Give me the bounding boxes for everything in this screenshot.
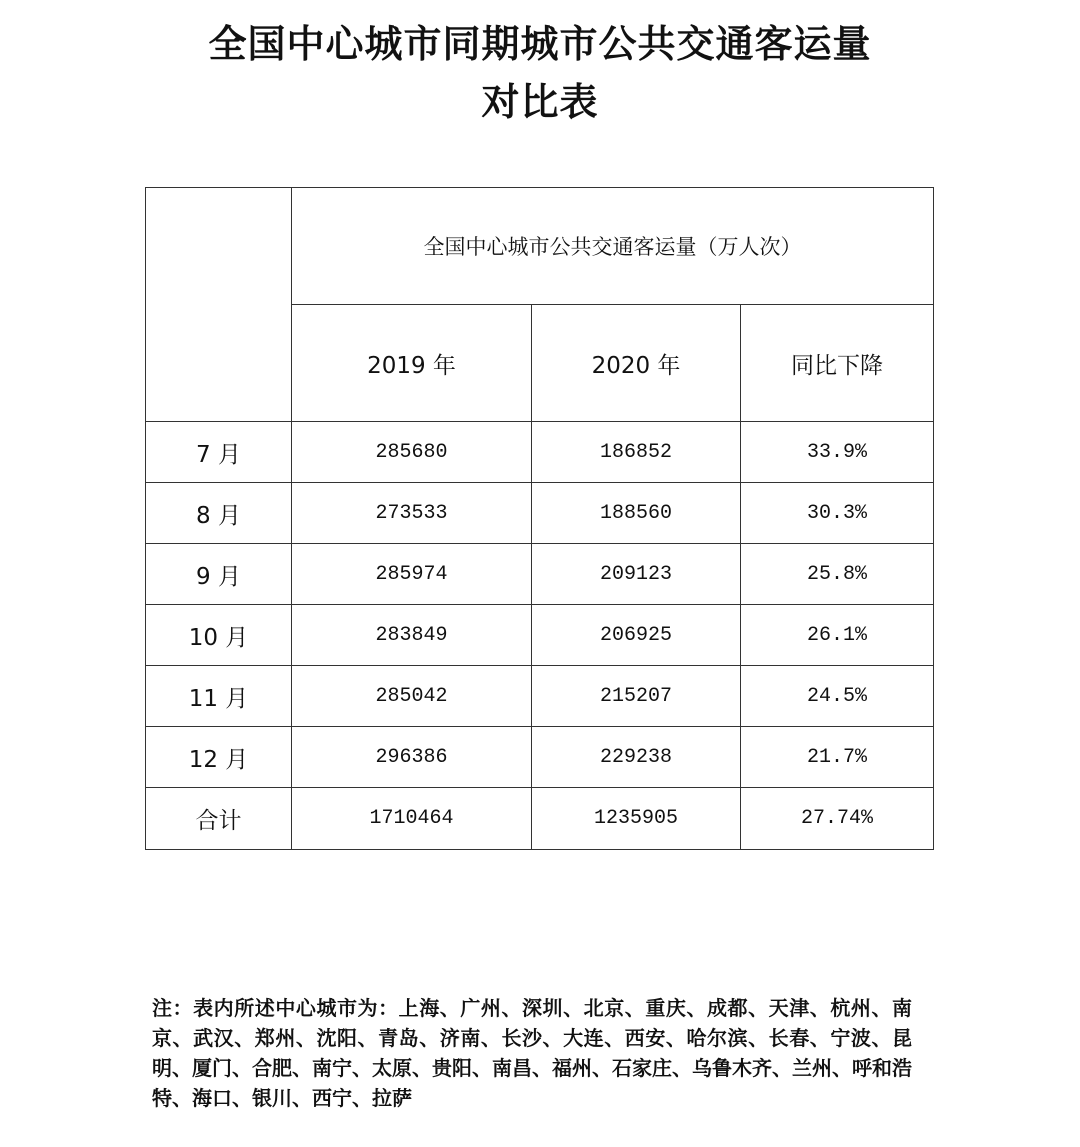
value-2019: 296386 — [292, 727, 532, 788]
value-2019: 283849 — [292, 605, 532, 666]
table-row-total — [146, 788, 934, 850]
page-title-line-1: 全国中心城市同期城市公共交通客运量 — [208, 22, 872, 66]
row-label: 9 月 — [146, 544, 292, 605]
value-2019: 273533 — [292, 483, 532, 544]
value-decline: 25.8% — [741, 544, 934, 605]
row-label: 10 月 — [146, 605, 292, 666]
footnote: 注：表内所述中心城市为：上海、广州、深圳、北京、重庆、成都、天津、杭州、南京、武汉、郑州、沈阳、青岛、济南、长沙、大连、西安、哈尔滨、长春、宁波、昆明、厦门、合肥、南宁、太原、贵阳、南昌、福州、石家庄、乌鲁木齐、兰州、呼和浩特、海口、银川、西宁、拉萨 — [152, 996, 912, 1110]
value-decline: 27.74% — [741, 788, 934, 850]
value-decline: 30.3% — [741, 483, 934, 544]
value-2020: 188560 — [532, 483, 741, 544]
value-decline: 33.9% — [741, 422, 934, 483]
table-row — [146, 605, 934, 666]
value-2019: 285680 — [292, 422, 532, 483]
row-label: 7 月 — [146, 422, 292, 483]
value-2020: 215207 — [532, 666, 741, 727]
table-row — [146, 544, 934, 605]
row-label: 合计 — [146, 788, 292, 850]
value-2020: 206925 — [532, 605, 741, 666]
value-decline: 26.1% — [741, 605, 934, 666]
column-header-2020: 2020 年 — [532, 305, 741, 422]
table-corner-cell — [146, 188, 292, 422]
table-row — [146, 666, 934, 727]
passenger-volume-table — [145, 187, 934, 850]
value-2020: 1235905 — [532, 788, 741, 850]
table-row — [146, 727, 934, 788]
column-header-decline: 同比下降 — [741, 305, 934, 422]
row-label: 11 月 — [146, 666, 292, 727]
row-label: 12 月 — [146, 727, 292, 788]
table-row — [146, 422, 934, 483]
value-2020: 186852 — [532, 422, 741, 483]
column-header-2019: 2019 年 — [292, 305, 532, 422]
table-row — [146, 483, 934, 544]
value-decline: 24.5% — [741, 666, 934, 727]
value-2019: 1710464 — [292, 788, 532, 850]
value-2019: 285974 — [292, 544, 532, 605]
value-2019: 285042 — [292, 666, 532, 727]
value-2020: 229238 — [532, 727, 741, 788]
value-2020: 209123 — [532, 544, 741, 605]
row-label: 8 月 — [146, 483, 292, 544]
value-decline: 21.7% — [741, 727, 934, 788]
page-title-line-2: 对比表 — [481, 80, 599, 124]
group-header: 全国中心城市公共交通客运量（万人次） — [292, 188, 934, 305]
